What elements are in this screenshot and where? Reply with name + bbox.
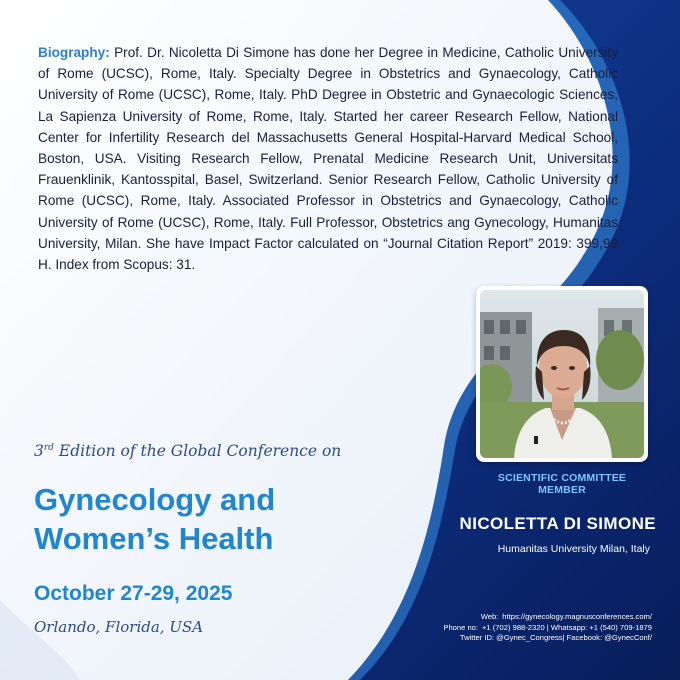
biography-paragraph: [38, 42, 618, 275]
contact-web-row: [400, 612, 652, 623]
edition-suffix: rd: [43, 442, 54, 453]
speaker-photo: [480, 290, 644, 458]
web-link[interactable]: https://gynecology.magnusconferences.com/: [502, 612, 652, 621]
contact-phone-row: [400, 623, 652, 634]
conference-title-line2: Women’s Health: [34, 521, 274, 556]
conference-dates: October 27-29, 2025: [34, 582, 233, 605]
conference-title: [34, 480, 334, 558]
speaker-role: SCIENTIFIC COMMITTEE MEMBER: [497, 472, 627, 496]
edition-number: 3: [34, 442, 44, 460]
contact-block: [400, 612, 652, 644]
speaker-affiliation: Humanitas University Milan, Italy: [497, 543, 650, 555]
web-label: Web:: [480, 612, 499, 621]
phone-label: Phone no:: [443, 622, 478, 632]
conference-edition: [34, 442, 341, 460]
conference-location: Orlando, Florida, USA: [34, 618, 204, 636]
biography-label: Biography:: [38, 45, 110, 60]
speaker-photo-frame: [476, 286, 648, 462]
speaker-name: NICOLETTA DI SIMONE: [459, 514, 656, 533]
phone-numbers: +1 (702) 988-2320 | Whatsapp: +1 (540) 709-1879: [482, 622, 652, 632]
biography-text: Prof. Dr. Nicoletta Di Simone has done her Degree in Medicine, Catholic University of Rome (UCSC), Rome, Italy. Specialty Degree in Obstetrics and Gynaecology, Catholic University of Rome (UCSC), Rome, Italy. PhD Degree in Obstetric and Gynaecologic Sciences, La Sapienza University of Rome, Rome, Italy. Started her career Research Fellow, National Center for Infertility Research del Massachusetts General Hospital-Harvard Medical School, Boston, USA. Visiting Research Fellow, Prenatal Medicine Research Unit, Universitats Frauenklinik, Kantosspital, Basel, Switzerland. Senior Research Fellow, Catholic University of Rome (UCSC), Rome, Italy. Associated Professor in Obstetrics and Gynaecology, Catholic University of Rome (UCSC), Rome, Italy. Full Professor, Obstetrics ang Gynecology, Humanitas University, Milan. She have Impact Factor calculated on “Journal Citation Report” 2019: 399,99 H. Index from Scopus: 31.: [38, 45, 618, 273]
contact-social-row: Twitter ID: @Gynec_Congress| Facebook: @GynecConf/: [459, 633, 652, 642]
edition-text: Edition of the Global Conference on: [53, 442, 342, 460]
conference-title-line1: Gynecology and: [34, 482, 276, 517]
